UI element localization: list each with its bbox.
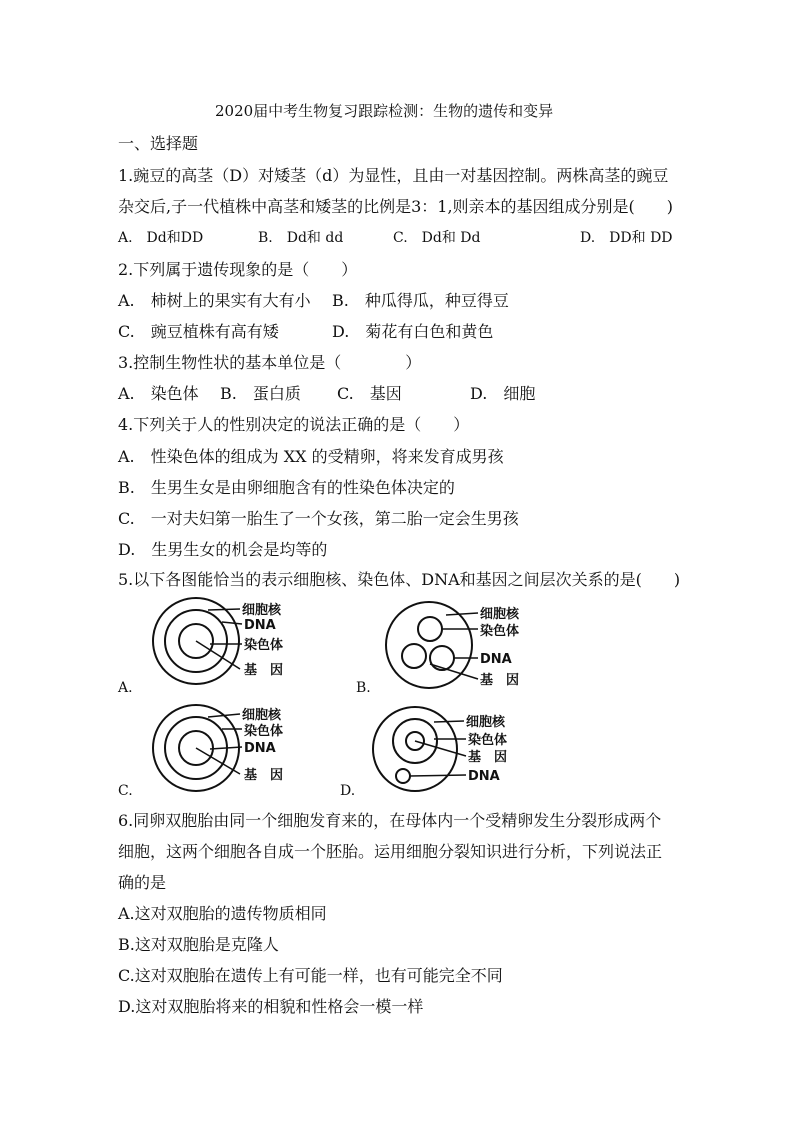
- figure-c: [148, 704, 308, 796]
- q3-option-c: C. 基因: [337, 384, 402, 403]
- fig-c-label-nucleus: 细胞核: [242, 708, 282, 723]
- fig-b-label-nucleus: 细胞核: [480, 607, 520, 622]
- page-title: 2020届中考生物复习跟踪检测：生物的遗传和变异: [215, 102, 554, 120]
- fig-d-label-nucleus: 细胞核: [466, 715, 506, 730]
- fig-a-label-gene: 基 因: [244, 663, 284, 678]
- fig-d-label-dna: DNA: [468, 769, 500, 784]
- q4-option-a: A. 性染色体的组成为 XX 的受精卵，将来发育成男孩: [118, 447, 504, 466]
- fig-b-label-chromosome: 染色体: [480, 624, 520, 639]
- q6-option-a: A.这对双胞胎的遗传物质相同: [118, 904, 327, 923]
- q4-stem: 4.下列关于人的性别决定的说法正确的是（ ）: [118, 415, 470, 434]
- q1-option-c: C. Dd和 Dd: [393, 230, 481, 246]
- q5-stem: 5.以下各图能恰当的表示细胞核、染色体、DNA和基因之间层次关系的是( ): [118, 570, 681, 589]
- q3-option-b: B. 蛋白质: [220, 384, 301, 403]
- q1-option-b: B. Dd和 dd: [258, 230, 344, 246]
- q6-stem-line2: 细胞，这两个细胞各自成一个胚胎。运用细胞分裂知识进行分析，下列说法正: [118, 842, 663, 861]
- q6-option-c: C.这对双胞胎在遗传上有可能一样，也有可能完全不同: [118, 966, 503, 985]
- q4-option-d: D. 生男生女的机会是均等的: [118, 540, 328, 559]
- fig-a-label-nucleus: 细胞核: [242, 603, 282, 618]
- q5-option-a-letter: A.: [118, 680, 133, 696]
- q2-option-b: B. 种瓜得瓜，种豆得豆: [332, 291, 509, 310]
- figure-a: [148, 597, 308, 689]
- q3-option-a: A. 染色体: [118, 384, 199, 403]
- q6-stem-line3: 确的是: [118, 873, 167, 892]
- q3-option-d: D. 细胞: [470, 384, 536, 403]
- q2-option-d: D. 菊花有白色和黄色: [332, 322, 494, 341]
- fig-c-label-dna: DNA: [244, 741, 276, 756]
- fig-a-label-dna: DNA: [244, 618, 276, 633]
- q6-option-b: B.这对双胞胎是克隆人: [118, 935, 279, 954]
- q5-option-c-letter: C.: [118, 783, 133, 799]
- q2-stem: 2.下列属于遗传现象的是（ ）: [118, 260, 358, 279]
- q4-option-b: B. 生男生女是由卵细胞含有的性染色体决定的: [118, 478, 455, 497]
- q5-option-b-letter: B.: [356, 680, 371, 696]
- q1-stem-line1: 1.豌豆的高茎（D）对矮茎（d）为显性，且由一对基因控制。两株高茎的豌豆: [118, 166, 669, 185]
- figure-b: [384, 600, 544, 692]
- q5-option-d-letter: D.: [340, 783, 356, 799]
- figure-d: [368, 705, 538, 797]
- q2-option-c: C. 豌豆植株有高有矮: [118, 322, 279, 341]
- fig-b-label-gene: 基 因: [480, 673, 520, 688]
- q2-option-a: A. 柿树上的果实有大有小: [118, 291, 311, 310]
- fig-d-label-gene: 基 因: [468, 750, 508, 765]
- q1-option-a: A. Dd和DD: [118, 230, 204, 246]
- fig-d-label-chromosome: 染色体: [468, 733, 508, 748]
- q3-stem: 3.控制生物性状的基本单位是（ ）: [118, 353, 422, 372]
- section-heading: 一、选择题: [118, 134, 199, 153]
- fig-a-label-chromosome: 染色体: [244, 638, 284, 653]
- q6-option-d: D.这对双胞胎将来的相貌和性格会一模一样: [118, 997, 424, 1016]
- fig-b-label-dna: DNA: [480, 652, 512, 667]
- q1-stem-line2: 杂交后,子一代植株中高茎和矮茎的比例是3：1,则亲本的基因组成分别是( ): [118, 197, 674, 216]
- q1-option-d: D. DD和 DD: [580, 230, 673, 246]
- fig-c-label-chromosome: 染色体: [244, 724, 284, 739]
- q6-stem-line1: 6.同卵双胞胎由同一个细胞发育来的，在母体内一个受精卵发生分裂形成两个: [118, 811, 662, 830]
- fig-c-label-gene: 基 因: [244, 768, 284, 783]
- q4-option-c: C. 一对夫妇第一胎生了一个女孩，第二胎一定会生男孩: [118, 509, 519, 528]
